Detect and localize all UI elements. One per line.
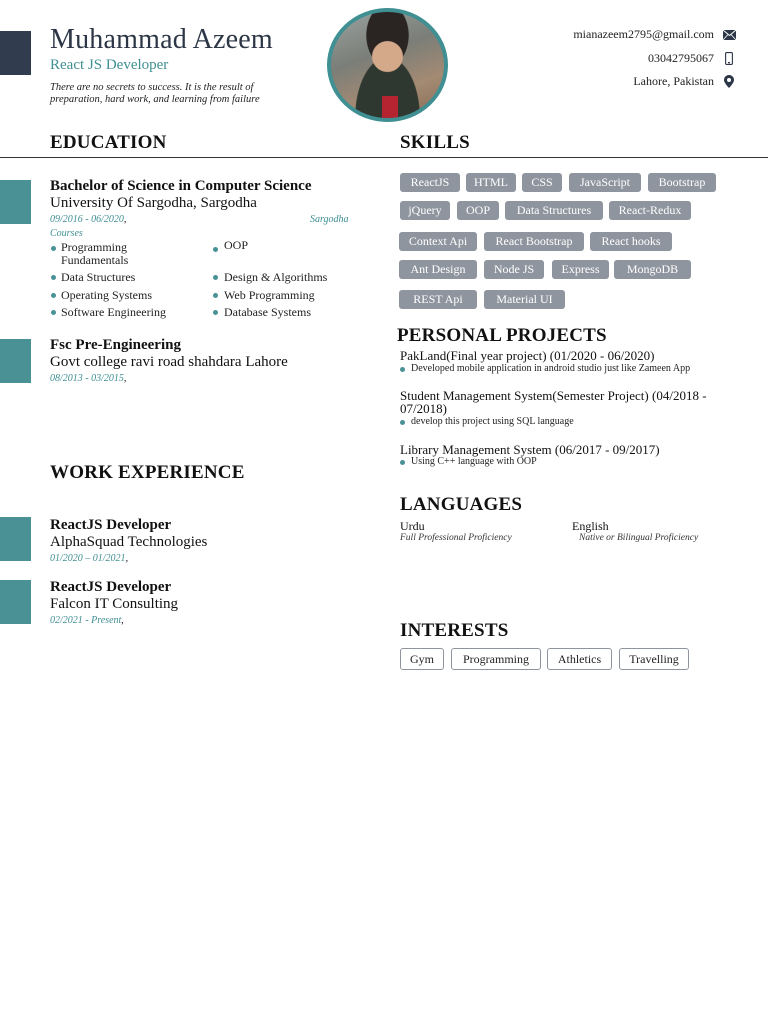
profile-photo: [327, 8, 448, 122]
header-accent-block: [0, 31, 31, 75]
skill-tag: ReactJS: [400, 173, 460, 192]
skill-tag: OOP: [457, 201, 499, 220]
education-item-marker: [0, 339, 31, 383]
projects-heading: PERSONAL PROJECTS: [397, 325, 607, 346]
contact-email[interactable]: mianazeem2795@gmail.com: [573, 27, 714, 41]
skill-tag: Material UI: [484, 290, 565, 309]
interest-tag: Travelling: [619, 648, 689, 670]
course-item: Web Programming: [224, 288, 315, 302]
course-item: Programming Fundamentals: [61, 240, 129, 267]
skill-tag: jQuery: [400, 201, 450, 220]
courses-label: Courses: [50, 228, 83, 239]
skill-tag: Express: [552, 260, 609, 279]
interest-tag: Athletics: [547, 648, 612, 670]
personal-quote: There are no secrets to success. It is the result of preparation, hard work, and learning from failure: [50, 82, 260, 105]
language-name: Urdu: [400, 519, 425, 533]
skills-heading: SKILLS: [400, 132, 470, 153]
languages-heading: LANGUAGES: [400, 494, 523, 515]
education-location: Sargodha: [310, 214, 349, 225]
interest-tag: Gym: [400, 648, 444, 670]
education-heading: EDUCATION: [50, 132, 167, 153]
skill-tag: HTML: [466, 173, 516, 192]
work-heading: WORK EXPERIENCE: [50, 462, 245, 483]
course-item: Software Engineering: [61, 305, 166, 319]
work-dates: 01/2020 – 01/2021,: [50, 553, 129, 564]
contact-phone[interactable]: 03042795067: [648, 51, 714, 65]
work-title: ReactJS Developer: [50, 579, 172, 595]
course-item: Database Systems: [224, 305, 311, 319]
skill-tag: Node JS: [484, 260, 544, 279]
language-name: English: [572, 519, 609, 533]
project-title: PakLand(Final year project) (01/2020 - 06/2020): [400, 348, 655, 363]
education-item-marker: [0, 180, 31, 224]
education-institution: Govt college ravi road shahdara Lahore: [50, 354, 288, 370]
course-item: Operating Systems: [61, 288, 152, 302]
education-institution: University Of Sargodha, Sargodha: [50, 195, 257, 211]
skill-tag: JavaScript: [569, 173, 641, 192]
envelope-icon: [722, 28, 736, 42]
work-item-marker: [0, 517, 31, 561]
skill-tag: React-Redux: [609, 201, 691, 220]
language-level: Native or Bilingual Proficiency: [579, 533, 699, 543]
candidate-role: React JS Developer: [50, 57, 169, 73]
contact-location: Lahore, Pakistan: [633, 74, 714, 88]
course-item: Data Structures: [61, 270, 136, 284]
work-title: ReactJS Developer: [50, 517, 172, 533]
education-degree: Bachelor of Science in Computer Science: [50, 178, 312, 194]
project-title: Student Management System(Semester Project) (04/2018 - 07/2018): [400, 388, 707, 416]
interest-tag: Programming: [451, 648, 541, 670]
skill-tag: Context Api: [399, 232, 477, 251]
language-level: Full Professional Proficiency: [400, 533, 512, 543]
project-description: Using C++ language with OOP: [411, 456, 537, 467]
courses-list: [50, 238, 370, 321]
mobile-phone-icon: [722, 51, 736, 65]
candidate-name: Muhammad Azeem: [50, 24, 273, 55]
work-item-marker: [0, 580, 31, 624]
work-company: AlphaSquad Technologies: [50, 534, 208, 550]
education-degree: Fsc Pre-Engineering: [50, 337, 181, 353]
project-description: develop this project using SQL language: [411, 416, 574, 427]
skill-tag: Ant Design: [399, 260, 477, 279]
work-dates: 02/2021 - Present,: [50, 615, 124, 626]
skill-tag: MongoDB: [614, 260, 691, 279]
skill-tag: React Bootstrap: [484, 232, 584, 251]
interests-heading: INTERESTS: [400, 620, 509, 641]
project-title: Library Management System (06/2017 - 09/2017): [400, 442, 660, 457]
work-company: Falcon IT Consulting: [50, 596, 179, 612]
skill-tag: REST Api: [399, 290, 477, 309]
course-item: OOP: [224, 238, 249, 252]
education-dates: 09/2016 - 06/2020,: [50, 214, 127, 225]
skill-tag: Bootstrap: [648, 173, 716, 192]
skill-tag: React hooks: [590, 232, 672, 251]
skill-tag: CSS: [522, 173, 562, 192]
education-dates: 08/2013 - 03/2015,: [50, 373, 127, 384]
section-divider: [0, 157, 768, 158]
course-item: Design & Algorithms: [224, 270, 328, 284]
skill-tag: Data Structures: [505, 201, 603, 220]
project-description: Developed mobile application in android studio just like Zameen App: [411, 363, 691, 374]
map-pin-icon: [722, 74, 736, 88]
